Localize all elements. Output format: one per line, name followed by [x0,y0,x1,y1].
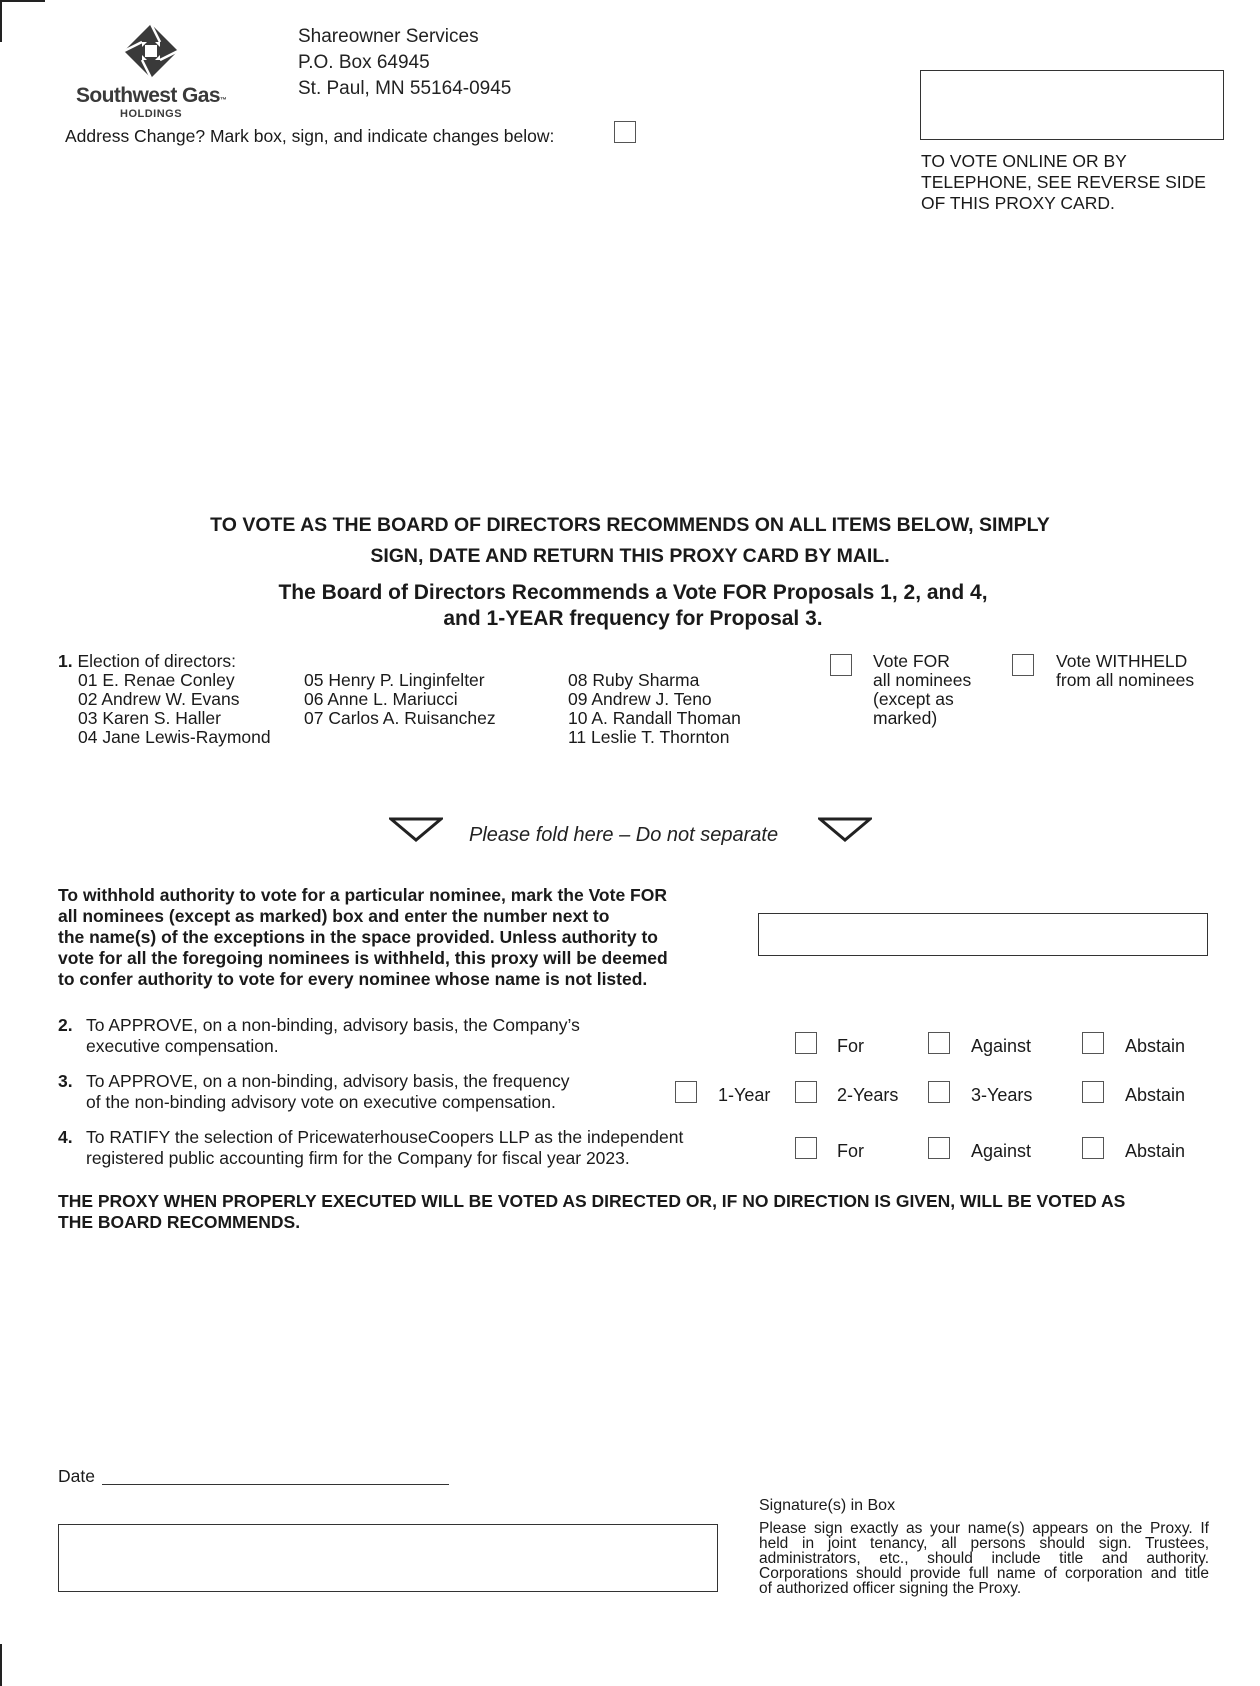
proxy-statement-line-1: THE PROXY WHEN PROPERLY EXECUTED WILL BE VOTED AS DIRECTED OR, IF NO DIRECTION IS GIVEN, WILL BE VOTED AS [58,1191,1126,1211]
proposal-2-number: 2. [58,1015,73,1035]
nominee: 04 Jane Lewis-Raymond [78,727,271,747]
recommendation-line-1: The Board of Directors Recommends a Vote FOR Proposals 1, 2, and 4, [278,581,988,604]
crop-mark-top-left-vertical [0,0,2,42]
address-line-3: St. Paul, MN 55164-0945 [298,78,512,99]
signature-instruction-line: Corporations should provide full name of corporation and title [759,1565,1209,1582]
nominee: 08 Ruby Sharma [568,670,700,690]
vote-for-line: marked) [873,708,938,728]
proposal-3-abstain-checkbox[interactable] [1082,1081,1104,1103]
recommendation-line-2: and 1-YEAR frequency for Proposal 3. [443,607,823,630]
fold-instruction: Please fold here – Do not separate [469,824,779,846]
proxy-statement-line-2: THE BOARD RECOMMENDS. [58,1212,301,1232]
proposal-4-line-2: registered public accounting firm for the Company for fiscal year 2023. [86,1148,630,1168]
nominee: 05 Henry P. Linginfelter [304,670,485,690]
address-change-checkbox[interactable] [614,121,636,143]
proposal-3-1-year-checkbox[interactable] [675,1081,697,1103]
proposal-4-for-checkbox[interactable] [795,1137,817,1159]
company-logo [74,24,244,122]
signature-instruction-line: of authorized officer signing the Proxy. [759,1580,1022,1597]
nominees-col-2 [304,671,496,728]
vote-withheld-all-checkbox[interactable] [1012,654,1034,676]
signature-instruction-line: held in joint tenancy, all persons should sign. Trustees, [759,1535,1209,1552]
withhold-line: vote for all the foregoing nominees is withheld, this proxy will be deemed [58,948,668,968]
signature-instruction-line: administrators, etc., should include title and authority. [759,1550,1209,1567]
vote-withheld-all-label [1056,652,1194,690]
nominee: 07 Carlos A. Ruisanchez [304,708,496,728]
proposal-4-abstain-label: Abstain [1125,1141,1186,1161]
address-line-2: P.O. Box 64945 [298,52,430,73]
vote-withheld-line: Vote WITHHELD [1056,651,1188,671]
proposal-4-number: 4. [58,1127,73,1147]
proposal-2-for-checkbox[interactable] [795,1032,817,1054]
proposal-4-abstain-checkbox[interactable] [1082,1137,1104,1159]
logo-trademark: ™ [219,97,227,104]
headline-line-2: SIGN, DATE AND RETURN THIS PROXY CARD BY MAIL. [370,545,890,567]
proposal-2-for-label: For [837,1036,864,1056]
withhold-line: the name(s) of the exceptions in the space provided. Unless authority to [58,927,658,947]
crop-mark-top-left-horizontal [0,0,45,2]
proposal-2-abstain-label: Abstain [1125,1036,1186,1056]
control-number-box [920,70,1224,140]
nominee: 03 Karen S. Haller [78,708,221,728]
logo-name: Southwest Gas [76,84,220,107]
proposal-2-line-1: To APPROVE, on a non-binding, advisory basis, the Company’s [86,1015,580,1035]
vote-for-all-label [873,652,971,728]
proposal-2-line-2: executive compensation. [86,1036,279,1056]
proposal-3-2-years-checkbox[interactable] [795,1081,817,1103]
proposal-2-against-label: Against [971,1036,1032,1056]
proposal-3-number: 3. [58,1071,73,1091]
proposal-1-number: 1. [58,651,73,671]
logo-subtitle: HOLDINGS [120,108,183,120]
vote-for-line: Vote FOR [873,651,950,671]
proposal-4-line-1: To RATIFY the selection of PricewaterhouseCoopers LLP as the independent [86,1127,684,1147]
logo-mark-icon [74,24,244,86]
proposal-2-abstain-checkbox[interactable] [1082,1032,1104,1054]
vote-online-line-1: TO VOTE ONLINE OR BY [921,151,1127,171]
vote-withheld-line: from all nominees [1056,670,1195,690]
withhold-line: to confer authority to vote for every nominee whose name is not listed. [58,969,648,989]
logo-wordmark [76,84,226,108]
fold-arrow-right-icon [818,817,872,843]
proposal-3-3-years-checkbox[interactable] [928,1081,950,1103]
proposal-1-title: Election of directors: [77,651,237,671]
date-input-line[interactable] [102,1484,449,1485]
headline-line-1: TO VOTE AS THE BOARD OF DIRECTORS RECOMMENDS ON ALL ITEMS BELOW, SIMPLY [210,514,1050,536]
nominee: 09 Andrew J. Teno [568,689,712,709]
signature-label: Signature(s) in Box [759,1497,896,1514]
vote-online-note [921,151,1206,214]
fold-arrow-left-icon [389,817,443,843]
headline [0,510,1260,572]
address-change-label: Address Change? Mark box, sign, and indicate changes below: [65,126,555,146]
withhold-instructions [58,885,668,990]
proposal-1 [58,652,236,671]
proposal-3-line-1: To APPROVE, on a non-binding, advisory basis, the frequency [86,1071,570,1091]
proposal-3-2-years-label: 2-Years [837,1085,899,1105]
return-address [298,24,511,102]
signature-box[interactable] [58,1524,718,1592]
proposal-3-3-years-label: 3-Years [971,1085,1033,1105]
nominee: 06 Anne L. Mariucci [304,689,458,709]
proxy-statement [58,1191,1125,1233]
nominee: 11 Leslie T. Thornton [568,727,730,747]
signature-instruction-line: Please sign exactly as your name(s) appears on the Proxy. If [759,1520,1209,1537]
proposal-4-against-label: Against [971,1141,1032,1161]
nominees-col-1 [78,671,271,747]
proposal-2-against-checkbox[interactable] [928,1032,950,1054]
proposal-4 [58,1127,683,1169]
proposal-3-line-2: of the non-binding advisory vote on executive compensation. [86,1092,556,1112]
signature-instructions [759,1521,1209,1596]
vote-for-all-checkbox[interactable] [830,654,852,676]
withhold-line: To withhold authority to vote for a particular nominee, mark the Vote FOR [58,885,667,905]
address-line-1: Shareowner Services [298,26,479,47]
exceptions-input[interactable] [758,913,1208,956]
vote-online-line-3: OF THIS PROXY CARD. [921,193,1115,213]
nominee: 10 A. Randall Thoman [568,708,741,728]
nominee: 01 E. Renae Conley [78,670,235,690]
proposal-3-1-year-label: 1-Year [718,1085,771,1105]
withhold-line: all nominees (except as marked) box and enter the number next to [58,906,610,926]
crop-mark-bottom-left-vertical [0,1644,2,1686]
vote-for-line: all nominees [873,670,972,690]
nominee: 02 Andrew W. Evans [78,689,240,709]
proposal-2 [58,1015,580,1057]
board-recommendation [0,580,1260,632]
vote-online-line-2: TELEPHONE, SEE REVERSE SIDE [921,172,1206,192]
proposal-3 [58,1071,569,1113]
vote-for-line: (except as [873,689,954,709]
proposal-4-for-label: For [837,1141,864,1161]
date-label: Date [58,1466,95,1486]
nominees-col-3 [568,671,741,747]
proposal-3-abstain-label: Abstain [1125,1085,1186,1105]
proposal-4-against-checkbox[interactable] [928,1137,950,1159]
